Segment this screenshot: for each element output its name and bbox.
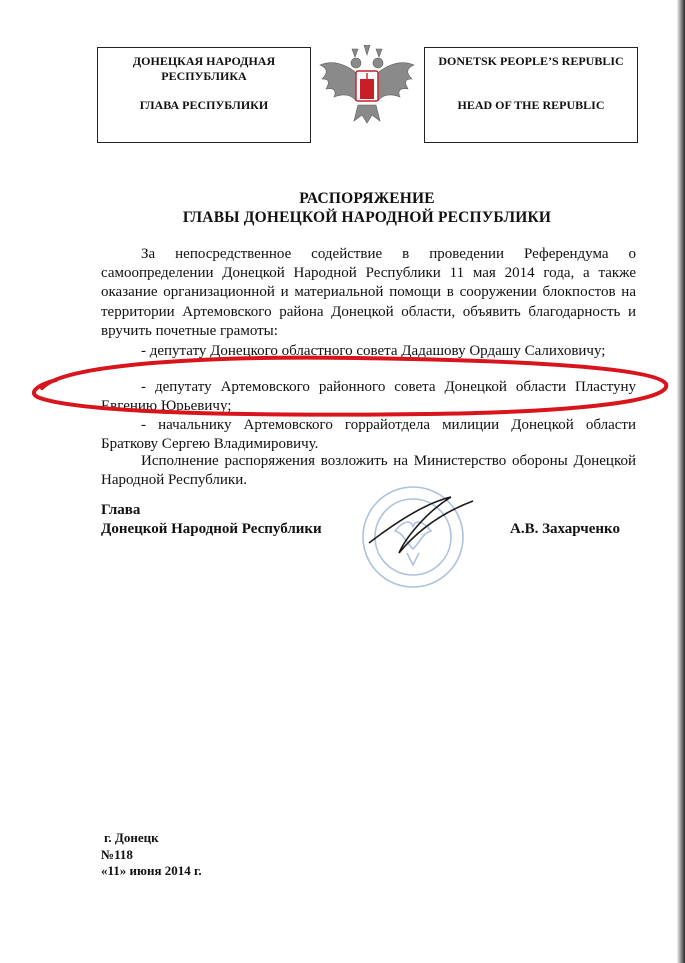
header-left-line1: ДОНЕЦКАЯ НАРОДНАЯ РЕСПУБЛИКА xyxy=(132,54,276,83)
list-item-dadashov: - депутату Донецкого областного совета Дадашову Ордашу Салиховичу; xyxy=(141,343,606,359)
document-title: РАСПОРЯЖЕНИЕ xyxy=(299,190,435,207)
header-right-line2: HEAD OF THE REPUBLIC xyxy=(457,98,605,112)
signature-title-line1: Глава xyxy=(101,502,141,518)
page-edge-shadow xyxy=(677,0,685,963)
paragraph-execution: Исполнение распоряжения возложить на Министерство обороны Донецкой Народной Республики. xyxy=(101,453,636,489)
header-box-russian xyxy=(97,47,311,143)
signature-title-line2: Донецкой Народной Республики xyxy=(101,521,322,537)
list-item-bratkov: - начальнику Артемовского горрайотдела милиции Донецкой области Браткову Сергею Владимировичу. xyxy=(101,417,636,453)
footer-number: №118 xyxy=(101,847,133,862)
footer-city: г. Донецк xyxy=(104,830,159,845)
document-subtitle: ГЛАВЫ ДОНЕЦКОЙ НАРОДНОЙ РЕСПУБЛИКИ xyxy=(182,209,552,226)
list-item-plastun: - депутату Артемовского районного совета Донецкой области Пластуну Евгению Юрьевичу; xyxy=(101,379,636,415)
footer-date: «11» июня 2014 г. xyxy=(101,863,202,878)
header-left-line2: ГЛАВА РЕСПУБЛИКИ xyxy=(139,98,269,112)
paragraph-main: За непосредственное содействие в проведении Референдума о самоопределении Донецкой Народной Республики 11 мая 2014 года, а также оказание организационной и материальной помощи в сооружении блокпостов на территории Артемовского района Донецкой области, объявить благодарность и вручить почетные грамоты: xyxy=(101,246,636,339)
official-seal-icon xyxy=(355,483,475,591)
double-headed-eagle-icon xyxy=(316,45,418,125)
header-box-english xyxy=(424,47,638,143)
header-right-line1: DONETSK PEOPLE’S REPUBLIC xyxy=(438,54,624,68)
signatory-name: А.В. Захарченко xyxy=(510,521,620,537)
highlight-oval xyxy=(26,354,670,418)
